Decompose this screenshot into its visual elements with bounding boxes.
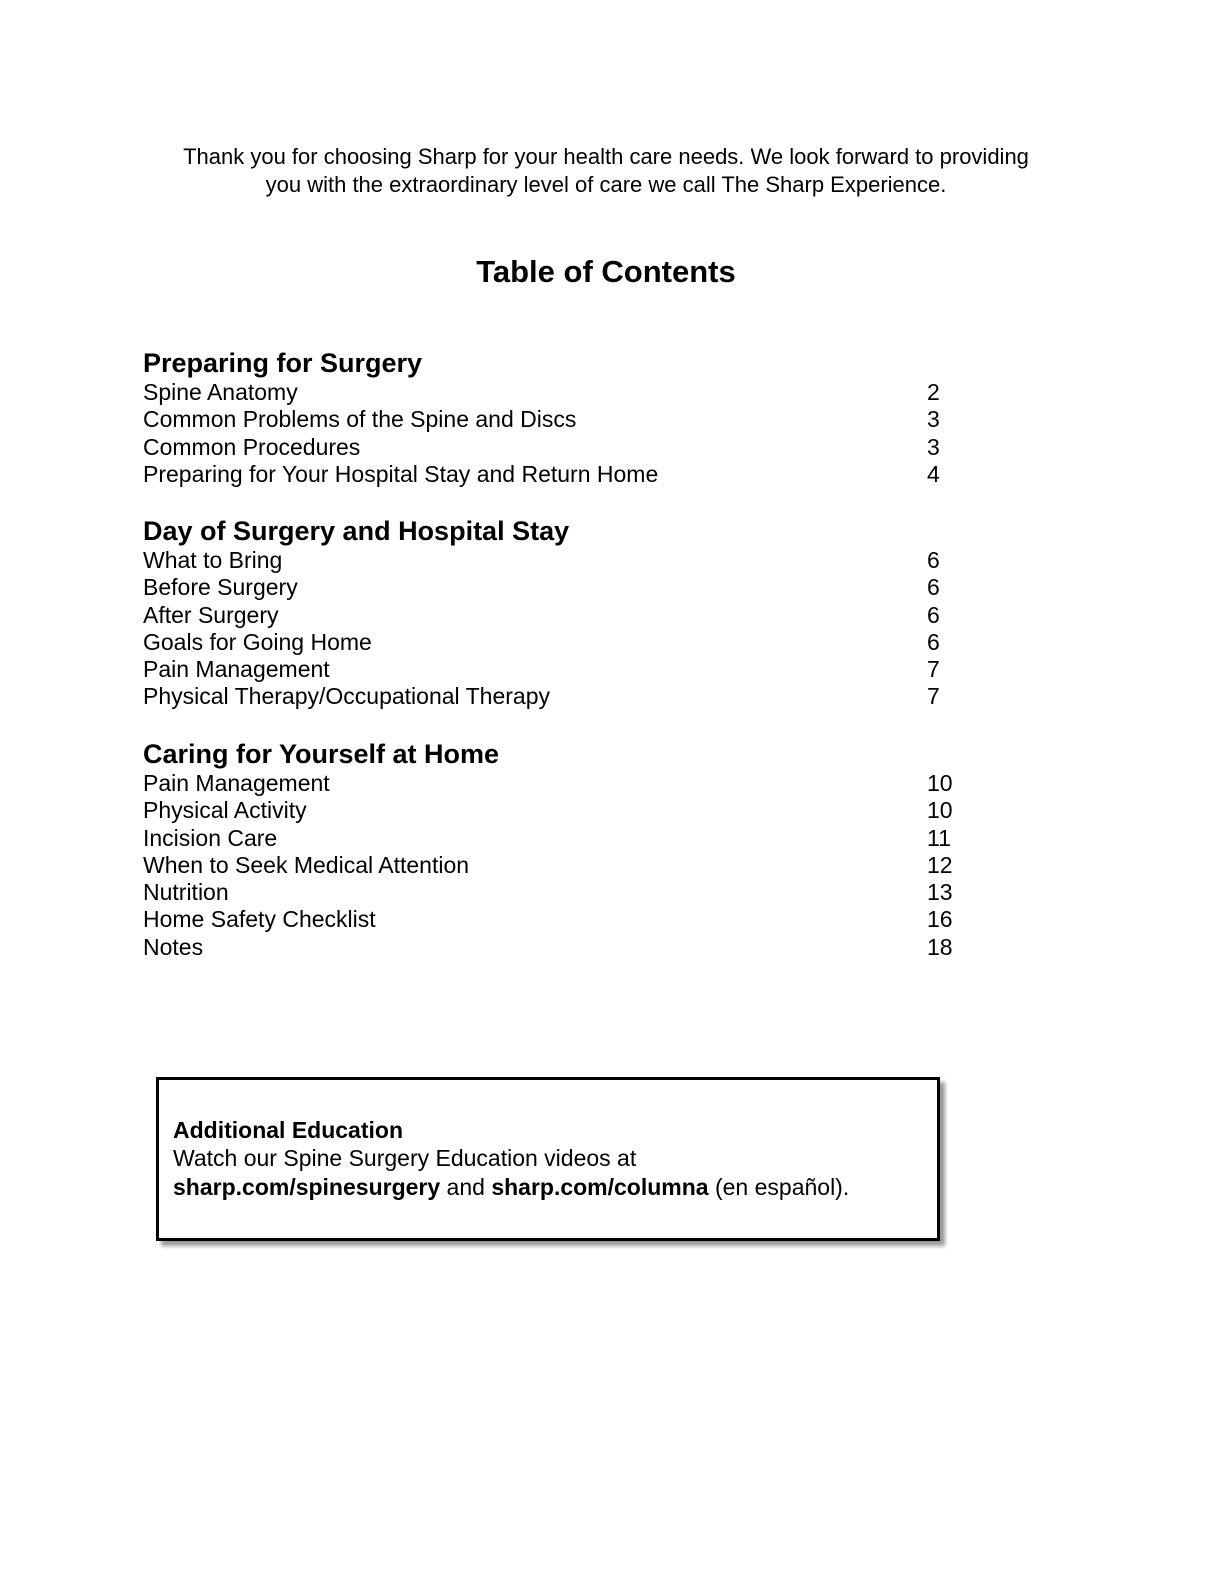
toc-entry-page: 13: [927, 879, 953, 906]
toc-entry-label: Preparing for Your Hospital Stay and Return Home: [143, 460, 659, 487]
toc-entry-label: Pain Management: [143, 770, 330, 796]
toc-entry-label: Nutrition: [143, 879, 229, 906]
toc-entry: [143, 879, 963, 906]
spine-surgery-link[interactable]: sharp.com/spinesurgery: [173, 1174, 441, 1200]
additional-education-box: [156, 1077, 940, 1241]
toc-entry: [143, 434, 963, 461]
spanish-note: (en español).: [708, 1174, 850, 1200]
toc-entry-label: Physical Activity: [143, 797, 307, 824]
toc-entry-label: What to Bring: [143, 547, 283, 573]
columna-link[interactable]: sharp.com/columna: [491, 1174, 709, 1200]
intro-line-1: Thank you for choosing Sharp for your health care needs. We look forward to providing: [183, 144, 1029, 169]
toc-entry-page: 10: [927, 797, 953, 824]
toc-entry: [143, 934, 963, 961]
toc-entry: [143, 379, 963, 406]
toc-entry: [143, 852, 963, 879]
section-heading: Day of Surgery and Hospital Stay: [143, 516, 570, 546]
toc-entry: [143, 574, 963, 601]
toc-entry-page: 7: [927, 656, 940, 683]
toc-entry-label: Incision Care: [143, 824, 278, 851]
toc-entry-page: 2: [927, 379, 940, 405]
intro-line-2: you with the extraordinary level of care we call The Sharp Experience.: [265, 172, 947, 197]
toc-entry-page: 10: [927, 770, 953, 796]
toc-entry-page: 16: [927, 906, 953, 933]
toc-entry: [143, 656, 963, 683]
section-heading: Preparing for Surgery: [143, 348, 423, 378]
intro-text: [120, 143, 1092, 199]
toc-entry: [143, 683, 963, 710]
toc-entry-label: Spine Anatomy: [143, 379, 298, 405]
toc-entry-page: 6: [927, 601, 940, 628]
section-heading: Caring for Yourself at Home: [143, 739, 500, 769]
toc-entry: [143, 629, 963, 656]
additional-education-title: Additional Education: [173, 1117, 403, 1143]
toc-entry-page: 6: [927, 574, 940, 601]
toc-entry: [143, 906, 963, 933]
toc-entry: [143, 461, 963, 488]
toc-entry-page: 18: [927, 933, 953, 960]
toc-entry-page: 3: [927, 433, 940, 460]
toc-entry-label: Common Problems of the Spine and Discs: [143, 406, 577, 433]
and-text: and: [440, 1174, 492, 1200]
toc-entry-label: Pain Management: [143, 656, 330, 683]
toc-entry: [143, 797, 963, 824]
toc-entry: [143, 547, 963, 574]
toc-section-caring-at-home: [143, 738, 963, 961]
toc-entry: [143, 770, 963, 797]
toc-entry-page: 4: [927, 460, 940, 487]
additional-education-links: [173, 1173, 849, 1201]
toc-section-preparing: [143, 347, 963, 488]
toc-entry-label: After Surgery: [143, 601, 279, 628]
toc-entry-page: 3: [927, 406, 940, 433]
toc-entry-label: Common Procedures: [143, 433, 361, 460]
toc-entry-page: 6: [927, 547, 940, 573]
toc-entry-label: Before Surgery: [143, 574, 298, 601]
toc-entry-page: 12: [927, 851, 953, 878]
toc-section-day-of-surgery: [143, 515, 963, 711]
toc-entry-page: 7: [927, 683, 940, 710]
toc-entry-label: When to Seek Medical Attention: [143, 851, 470, 878]
additional-education-text: Watch our Spine Surgery Education videos at: [173, 1145, 637, 1171]
toc-entry: [143, 602, 963, 629]
toc-entry: [143, 406, 963, 433]
toc-entry-page: 6: [927, 628, 940, 655]
toc-entry-label: Notes: [143, 933, 204, 960]
toc-entry-page: 11: [927, 824, 951, 851]
toc-title: Table of Contents: [476, 254, 736, 289]
toc-entry-label: Home Safety Checklist: [143, 906, 376, 933]
toc-entry-label: Physical Therapy/Occupational Therapy: [143, 683, 550, 710]
toc-entry: [143, 825, 963, 852]
toc-entry-label: Goals for Going Home: [143, 628, 372, 655]
